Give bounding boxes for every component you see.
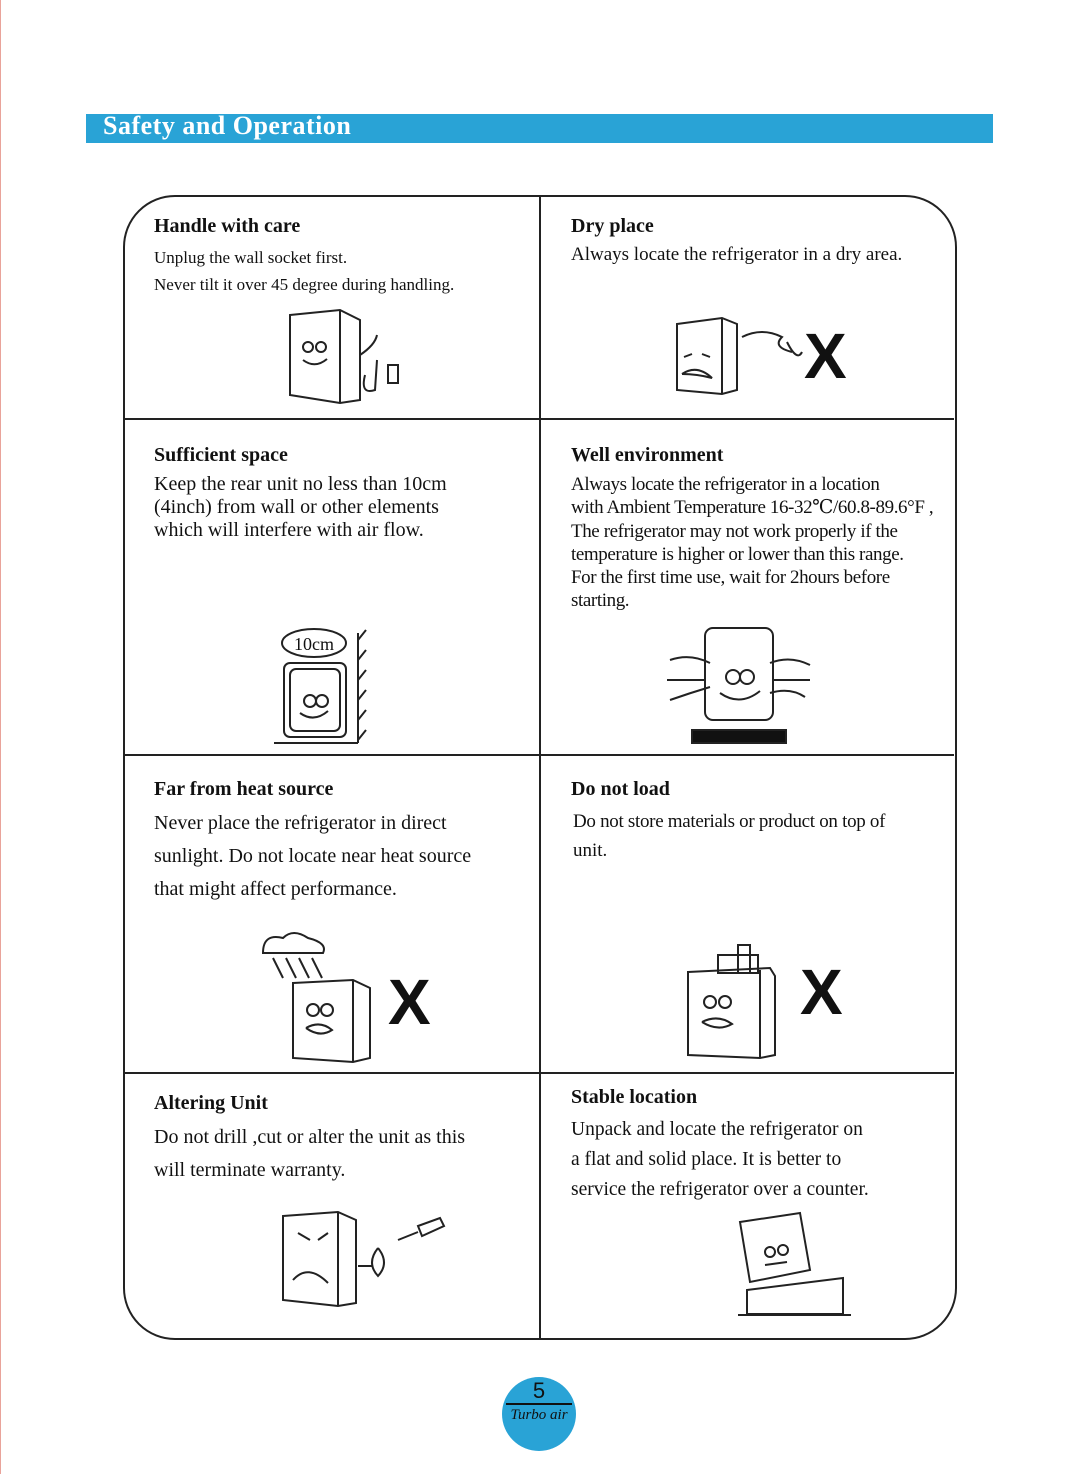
fridge-drill-illustration — [278, 1208, 450, 1308]
divider — [539, 195, 541, 1338]
prohibited-mark: X — [388, 966, 431, 1038]
section-stable-location — [571, 1086, 869, 1205]
section-text: (4inch) from wall or other elements — [154, 496, 439, 518]
clearance-label: 10cm — [294, 634, 334, 654]
section-text: will terminate warranty. — [154, 1159, 346, 1181]
section-text: Unplug the wall socket first. — [154, 248, 348, 267]
page-number: 5 — [532, 1378, 546, 1403]
fridge-overloaded-illustration — [670, 940, 860, 1065]
section-well-environment — [571, 444, 933, 613]
section-text: Never place the refrigerator in direct — [154, 812, 447, 834]
section-text: which will interfere with air flow. — [154, 519, 424, 541]
section-title: Well environment — [571, 444, 724, 466]
section-text: Keep the rear unit no less than 10cm — [154, 473, 447, 495]
section-text: that might affect performance. — [154, 878, 397, 900]
page-number-badge — [502, 1377, 576, 1451]
brand-logo: Turbo air — [510, 1407, 568, 1423]
section-handle-with-care — [154, 215, 454, 298]
section-text: sunlight. Do not locate near heat source — [154, 845, 472, 867]
prohibited-mark: X — [804, 320, 847, 392]
section-title: Handle with care — [154, 215, 301, 237]
section-text: Unpack and locate the refrigerator on — [571, 1119, 863, 1140]
section-sufficient-space — [154, 444, 447, 542]
page-edge — [0, 0, 1, 1474]
section-title: Dry place — [571, 215, 654, 237]
fridge-unplug-illustration — [265, 305, 425, 410]
section-do-not-load — [571, 778, 885, 865]
section-title: Altering Unit — [154, 1092, 268, 1114]
fridge-on-counter-illustration — [735, 1210, 855, 1320]
section-dry-place — [571, 215, 902, 266]
section-text: service the refrigerator over a counter. — [571, 1179, 869, 1200]
section-text: For the first time use, wait for 2hours before — [571, 567, 890, 589]
section-text: starting. — [571, 590, 630, 612]
section-text: Always locate the refrigerator in a location — [571, 474, 880, 495]
section-title: Stable location — [571, 1086, 698, 1108]
section-title: Sufficient space — [154, 444, 288, 466]
section-altering-unit — [154, 1092, 465, 1187]
divider — [124, 418, 954, 420]
section-banner — [86, 111, 993, 143]
prohibited-mark: X — [800, 956, 843, 1028]
section-text: The refrigerator may not work properly if the — [571, 520, 898, 542]
page-title: Safety and Operation — [103, 111, 352, 140]
divider — [124, 754, 954, 756]
section-title: Do not load — [571, 778, 670, 800]
fridge-heat-illustration — [258, 928, 443, 1068]
section-text: Never tilt it over 45 degree during handling. — [154, 275, 455, 294]
fridge-water-illustration — [672, 312, 862, 402]
section-title: Far from heat source — [154, 778, 334, 800]
section-text: a flat and solid place. It is better to — [571, 1149, 842, 1170]
section-text: with Ambient Temperature 16-32℃/60.8-89.6°F , — [571, 497, 934, 519]
section-text: Do not drill ,cut or alter the unit as this — [154, 1126, 466, 1148]
clearance-illustration — [272, 625, 377, 747]
section-text: temperature is higher or lower than this range. — [571, 543, 904, 565]
section-text: Always locate the refrigerator in a dry area. — [571, 244, 903, 265]
section-far-from-heat — [154, 778, 471, 906]
section-text: Do not store materials or product on top of — [573, 811, 886, 832]
divider — [506, 1403, 572, 1405]
fridge-ventilation-illustration — [665, 625, 815, 745]
divider — [124, 1072, 954, 1074]
section-text: unit. — [573, 840, 608, 861]
